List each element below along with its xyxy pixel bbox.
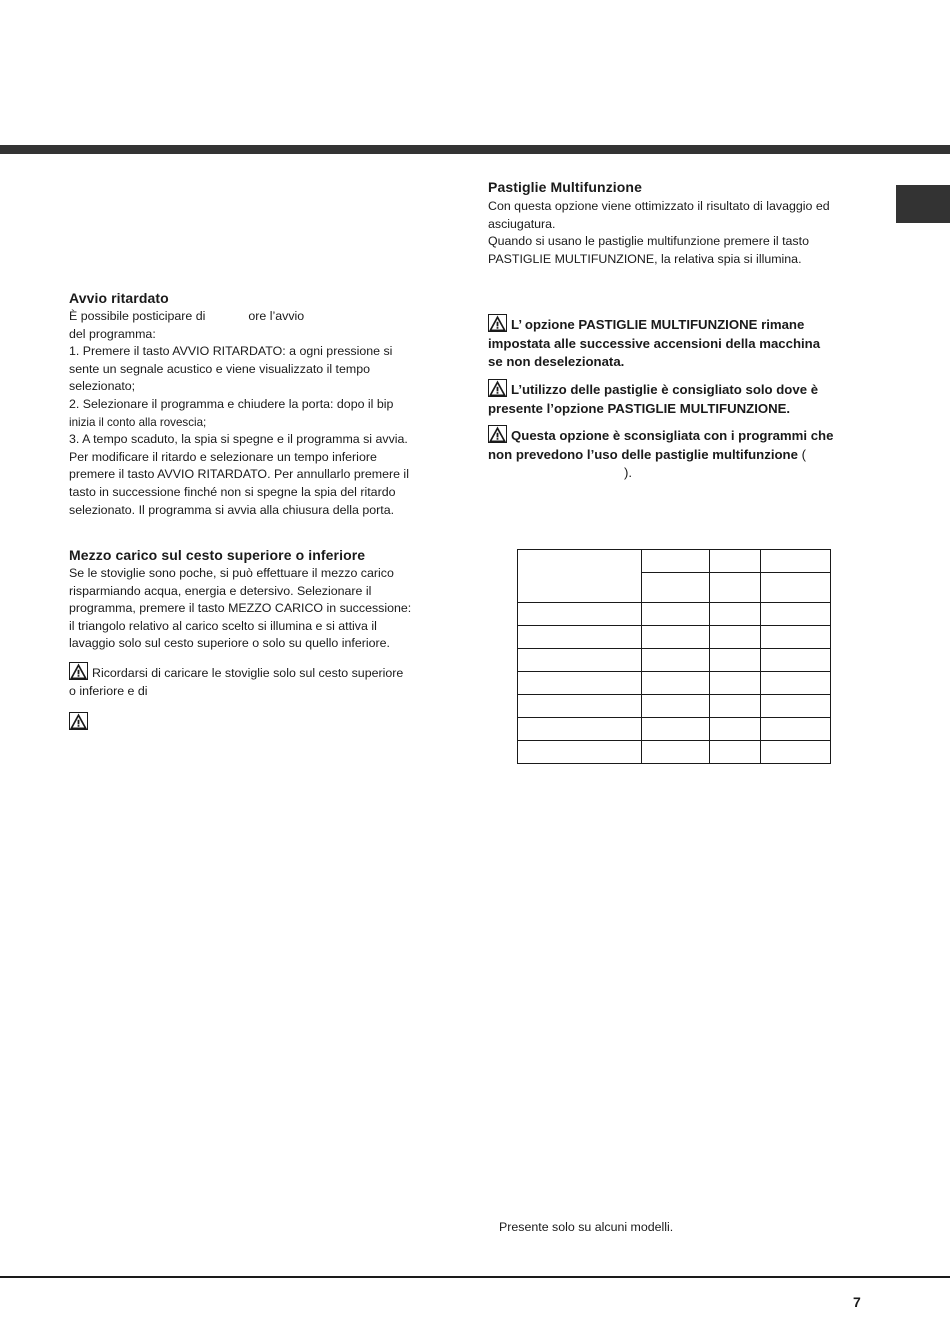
table-cell: [642, 573, 710, 603]
table-cell: [710, 626, 761, 649]
pastiglie-text: Con questa opzione viene ottimizzato il risultato di lavaggio ed asciugatura. Quando si usano le pastiglie multifunzione premere il tasto PASTIGLIE MULTIFUNZIONE, la relativa spia si illumina.: [488, 199, 830, 266]
table-row: [518, 649, 831, 672]
pastiglie-warning-3: Questa opzione è sconsigliata con i programmi che non prevedono l’uso delle pastiglie multifunzione ( ).: [488, 425, 833, 483]
table-row: [518, 672, 831, 695]
table-cell: [518, 695, 642, 718]
table-cell: [518, 626, 642, 649]
table-cell: [761, 626, 831, 649]
table-row: [518, 626, 831, 649]
table-cell: [642, 695, 710, 718]
warning-icon: [69, 662, 88, 680]
avvio-text: È possibile posticipare di ore l’avvio del programma: 1. Premere il tasto AVVIO RITARDATO: a ogni pressione si sente un segnale acustico e viene visualizzato il tempo selezionato; 2. Selezionare il programma e chiudere la porta: dopo il bip inizia il conto alla rovescia; 3. A tempo scaduto, la spia si spegne e il programma si avvia. Per modificare il ritardo e selezionare un tempo inferiore premere il tasto AVVIO RITARDATO. Per annullarlo premere il tasto in successione finché non si spegne la spia del ritardo selezionato. Il programma si avvia alla chiusura della porta.: [69, 309, 409, 517]
table-cell: [710, 603, 761, 626]
table-cell: [518, 649, 642, 672]
table-cell: [518, 603, 642, 626]
table-row: [518, 695, 831, 718]
warning-icon: [69, 712, 88, 735]
footer-rule: [0, 1276, 950, 1278]
footnote: Presente solo su alcuni modelli.: [499, 1220, 674, 1234]
table-cell: [642, 550, 710, 573]
warning-icon: [488, 379, 507, 397]
table-cell: [761, 672, 831, 695]
table-cell: [761, 649, 831, 672]
table-cell: [518, 718, 642, 741]
table-row: [518, 603, 831, 626]
table-cell: [710, 695, 761, 718]
table-cell: [518, 550, 642, 603]
options-table: [517, 549, 831, 764]
table-row: [518, 741, 831, 764]
table-cell: [518, 672, 642, 695]
table-cell: [761, 695, 831, 718]
table-cell: [642, 718, 710, 741]
table-cell: [710, 550, 761, 573]
warning-icon: [488, 314, 507, 332]
mezzo-heading: Mezzo carico sul cesto superiore o inferiore: [69, 547, 366, 563]
warning-icon: [488, 425, 507, 443]
table-row: [518, 550, 831, 573]
section-tab: [896, 185, 950, 223]
table-cell: [761, 573, 831, 603]
pastiglie-warning-1: L’ opzione PASTIGLIE MULTIFUNZIONE rimane impostata alle successive accensioni della macchina se non deselezionata.: [488, 314, 820, 372]
mezzo-text: Se le stoviglie sono poche, si può effettuare il mezzo carico risparmiando acqua, energia e detersivo. Selezionare il programma, premere il tasto MEZZO CARICO in successione: il triangolo relativo al carico scelto si illumina e si attiva il lavaggio solo sul cesto superiore o solo su quello inferiore.: [69, 566, 412, 651]
mezzo-warning: Ricordarsi di caricare le stoviglie solo sul cesto superiore o inferiore e di: [69, 662, 403, 700]
table-cell: [761, 550, 831, 573]
table-row: [518, 718, 831, 741]
header-bar: [0, 145, 950, 154]
table-cell: [710, 672, 761, 695]
pastiglie-heading: Pastiglie Multifunzione: [488, 179, 642, 195]
table-cell: [642, 626, 710, 649]
table-cell: [642, 672, 710, 695]
table-cell: [761, 741, 831, 764]
table-cell: [710, 718, 761, 741]
avvio-heading: Avvio ritardato: [69, 290, 169, 306]
page-number: 7: [853, 1294, 861, 1310]
table-cell: [710, 573, 761, 603]
table-cell: [761, 718, 831, 741]
table-cell: [761, 603, 831, 626]
table-cell: [710, 649, 761, 672]
table-cell: [710, 741, 761, 764]
pastiglie-warning-2: L’utilizzo delle pastiglie è consigliato solo dove è presente l’opzione PASTIGLIE MULTIFUNZIONE.: [488, 379, 818, 418]
table-cell: [642, 649, 710, 672]
table-cell: [518, 741, 642, 764]
table-cell: [642, 741, 710, 764]
table-cell: [642, 603, 710, 626]
